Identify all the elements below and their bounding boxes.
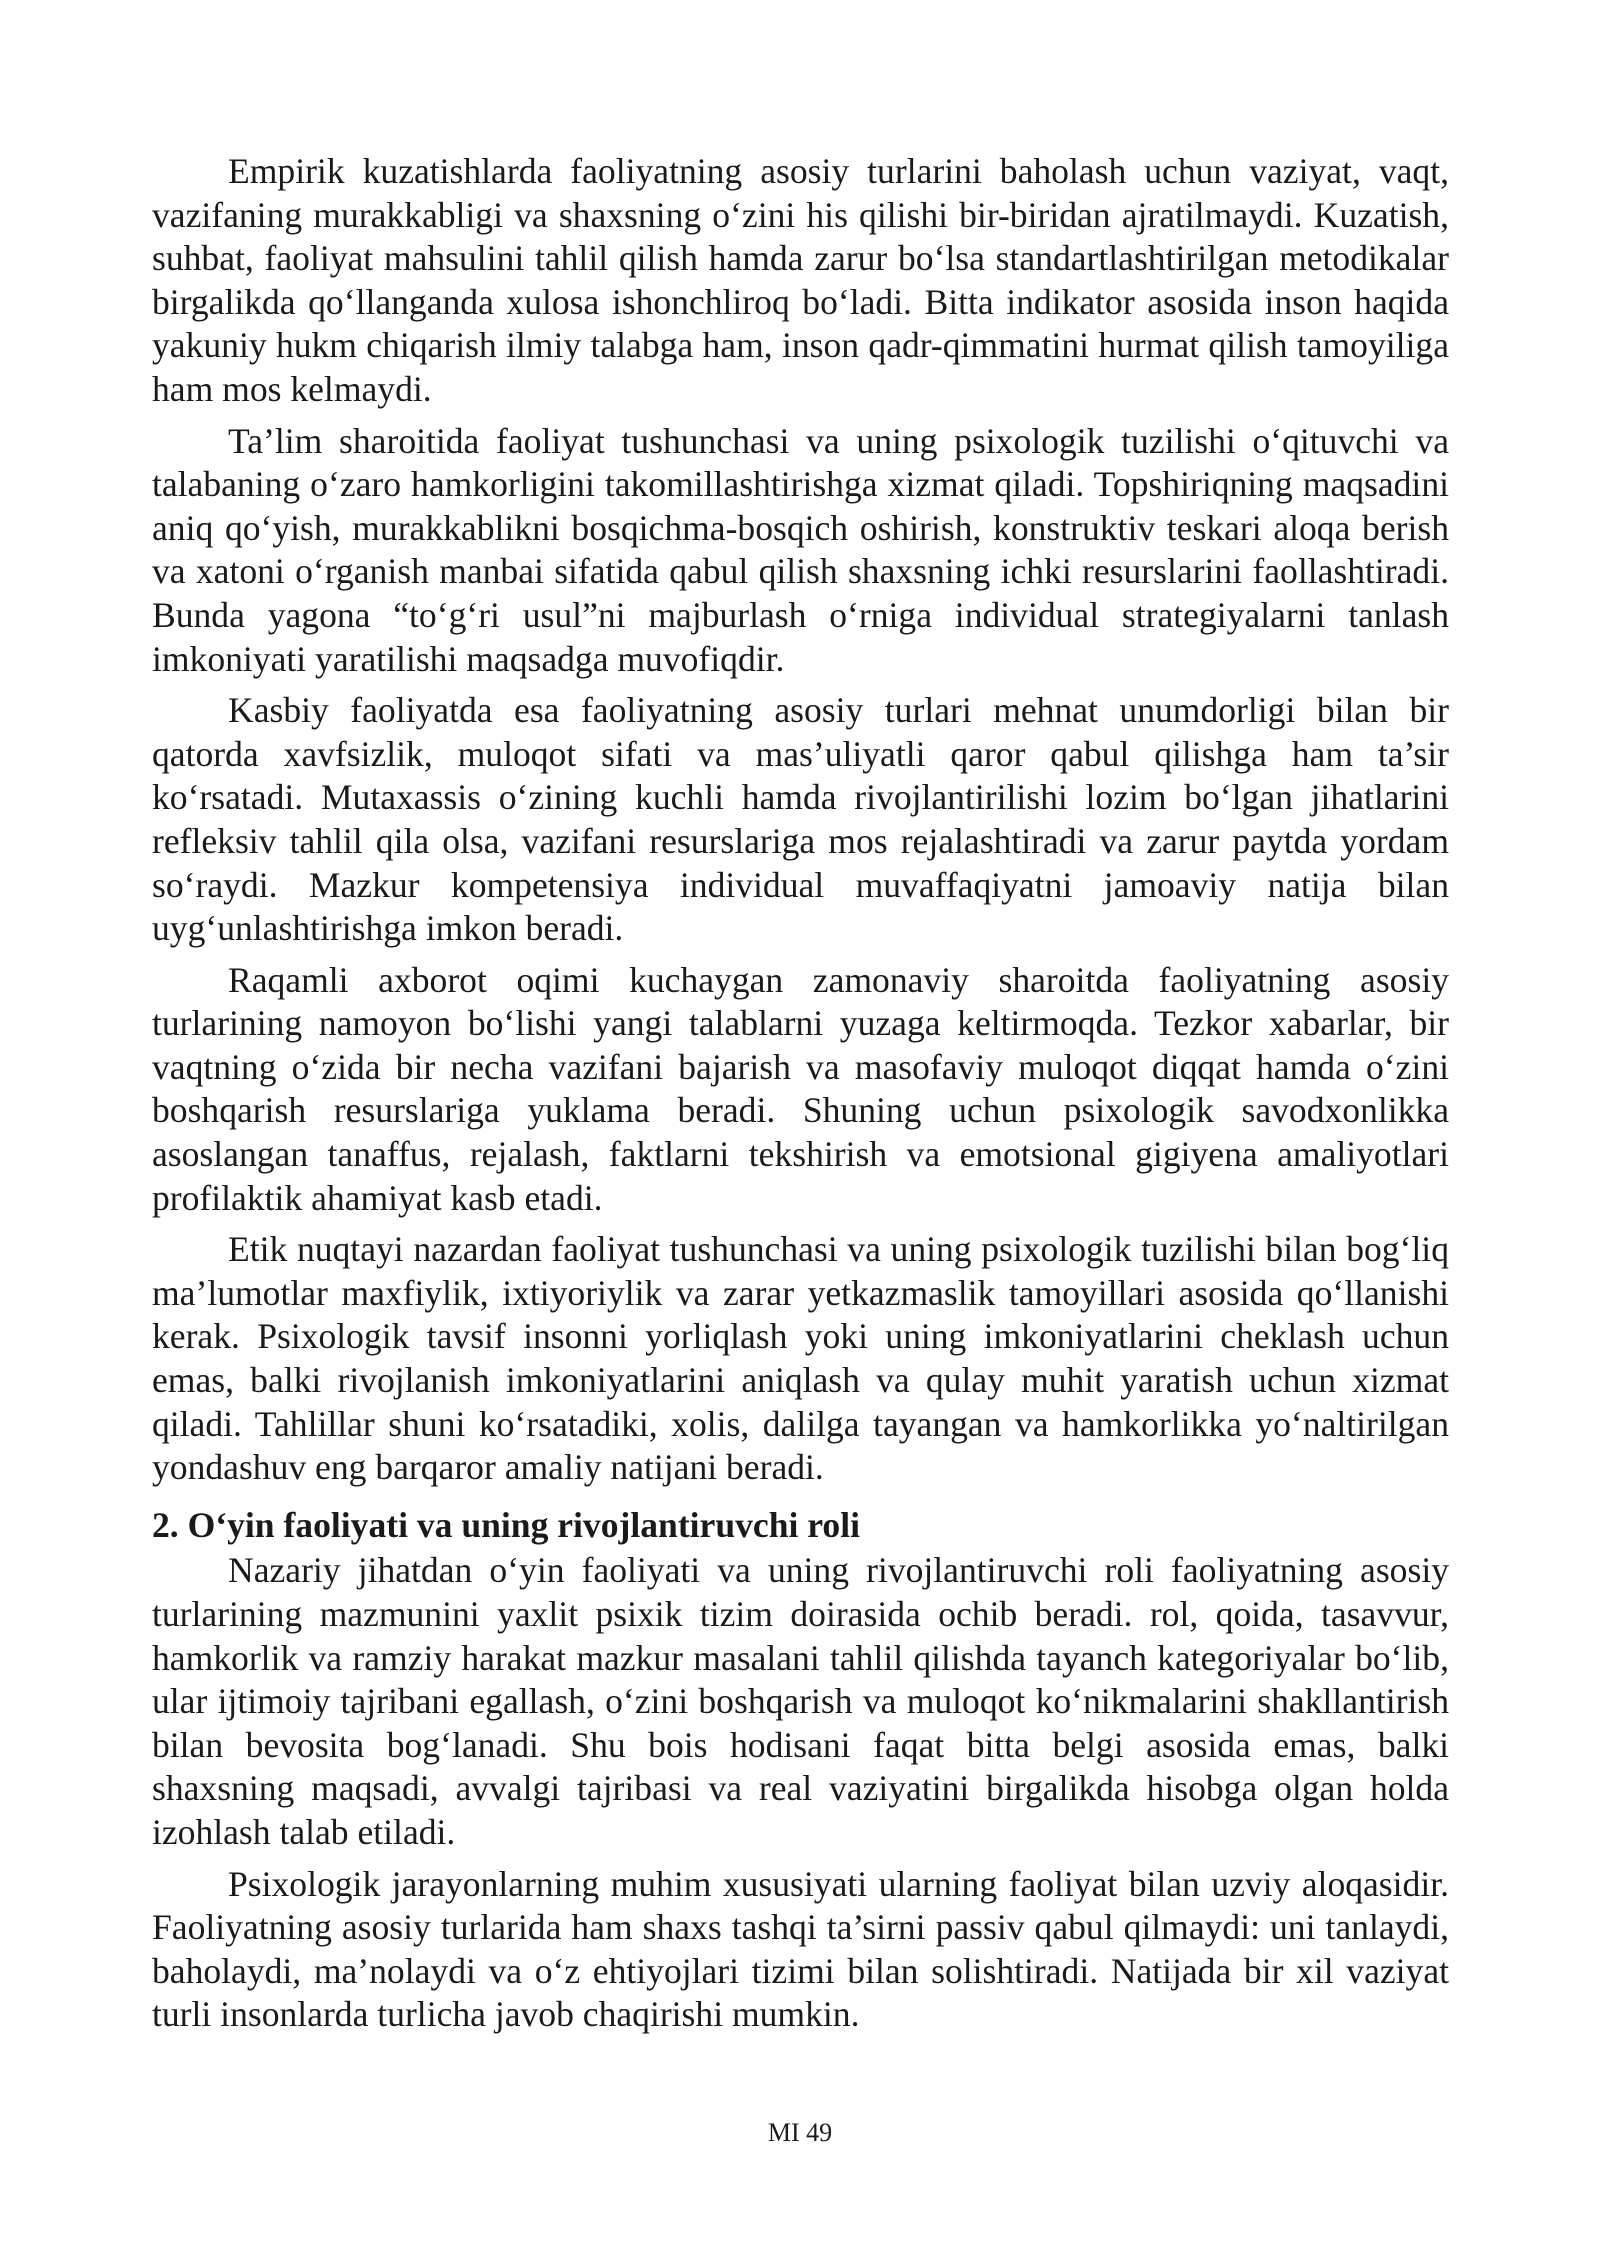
- section-heading: 2. O‘yin faoliyati va uning rivojlantiruvchi roli: [152, 1504, 860, 1545]
- page-body: [152, 150, 1449, 2045]
- body-paragraph: Ta’lim sharoitida faoliyat tushunchasi va uning psixologik tuzilishi o‘qituvchi va talabaning o‘zaro hamkorligini takomillashtirishga xizmat qiladi. Topshiriqning maqsadini aniq qo‘yish, murakkablikni bosqichma-bosqich oshirish, konstruktiv teskari aloqa berish va xatoni o‘rganish manbai sifatida qabul qilish shaxsning ichki resurslarini faollashtiradi. Bunda yagona “to‘g‘ri usul”ni majburlash o‘rniga individual strategiyalarni tanlash imkoniyati yaratilishi maqsadga muvofiqdir.: [152, 420, 1449, 679]
- body-paragraph: Etik nuqtayi nazardan faoliyat tushunchasi va uning psixologik tuzilishi bilan bog‘liq ma’lumotlar maxfiylik, ixtiyoriylik va zarar yetkazmaslik tamoyillari asosida qo‘llanishi kerak. Psixologik tavsif insonni yorliqlash yoki uning imkoniyatlarini cheklash uchun emas, balki rivojlanish imkoniyatlarini aniqlash va qulay muhit yaratish uchun xizmat qiladi. Tahlillar shuni ko‘rsatadiki, xolis, dalilga tayangan va hamkorlikka yo‘naltirilgan yondashuv eng barqaror amaliy natijani beradi.: [152, 1229, 1449, 1488]
- body-paragraph: Kasbiy faoliyatda esa faoliyatning asosiy turlari mehnat unumdorligi bilan bir qatorda xavfsizlik, muloqot sifati va mas’uliyatli qaror qabul qilishga ham ta’sir ko‘rsatadi. Mutaxassis o‘zining kuchli hamda rivojlantirilishi lozim bo‘lgan jihatlarini refleksiv tahlil qila olsa, vazifani resurslariga mos rejalashtiradi va zarur paytda yordam so‘raydi. Mazkur kompetensiya individual muvaffaqiyatni jamoaviy natija bilan uyg‘unlashtirishga imkon beradi.: [152, 690, 1449, 949]
- page-number: MI 49: [767, 2118, 833, 2147]
- body-paragraph: Psixologik jarayonlarning muhim xususiyati ularning faoliyat bilan uzviy aloqasidir. Faoliyatning asosiy turlarida ham shaxs tashqi ta’sirni passiv qabul qilmaydi: uni tanlaydi, baholaydi, ma’nolaydi va o‘z ehtiyojlari tizimi bilan solishtiradi. Natijada bir xil vaziyat turli insonlarda turlicha javob chaqirishi mumkin.: [152, 1863, 1449, 2035]
- body-paragraph: Raqamli axborot oqimi kuchaygan zamonaviy sharoitda faoliyatning asosiy turlarining namoyon bo‘lishi yangi talablarni yuzaga keltirmoqda. Tezkor xabarlar, bir vaqtning o‘zida bir necha vazifani bajarish va masofaviy muloqot diqqat hamda o‘zini boshqarish resurslariga yuklama beradi. Shuning uchun psixologik savodxonlikka asoslangan tanaffus, rejalash, faktlarni tekshirish va emotsional gigiyena amaliyotlari profilaktik ahamiyat kasb etadi.: [152, 959, 1449, 1218]
- body-paragraph: Nazariy jihatdan o‘yin faoliyati va uning rivojlantiruvchi roli faoliyatning asosiy turlarining mazmunini yaxlit psixik tizim doirasida ochib beradi. rol, qoida, tasavvur, hamkorlik va ramziy harakat mazkur masalani tahlil qilishda tayanch kategoriyalar bo‘lib, ular ijtimoiy tajribani egallash, o‘zini boshqarish va muloqot ko‘nikmalarini shakllantirish bilan bevosita bog‘lanadi. Shu bois hodisani faqat bitta belgi asosida emas, balki shaxsning maqsadi, avvalgi tajribasi va real vaziyatini birgalikda hisobga olgan holda izohlash talab etiladi.: [152, 1550, 1449, 1852]
- body-paragraph: Empirik kuzatishlarda faoliyatning asosiy turlarini baholash uchun vaziyat, vaqt, vazifaning murakkabligi va shaxsning o‘zini his qilishi bir-biridan ajratilmaydi. Kuzatish, suhbat, faoliyat mahsulini tahlil qilish hamda zarur bo‘lsa standartlashtirilgan metodikalar birgalikda qo‘llanganda xulosa ishonchliroq bo‘ladi. Bitta indikator asosida inson haqida yakuniy hukm chiqarish ilmiy talabga ham, inson qadr-qimmatini hurmat qilish tamoyiliga ham mos kelmaydi.: [152, 151, 1449, 409]
